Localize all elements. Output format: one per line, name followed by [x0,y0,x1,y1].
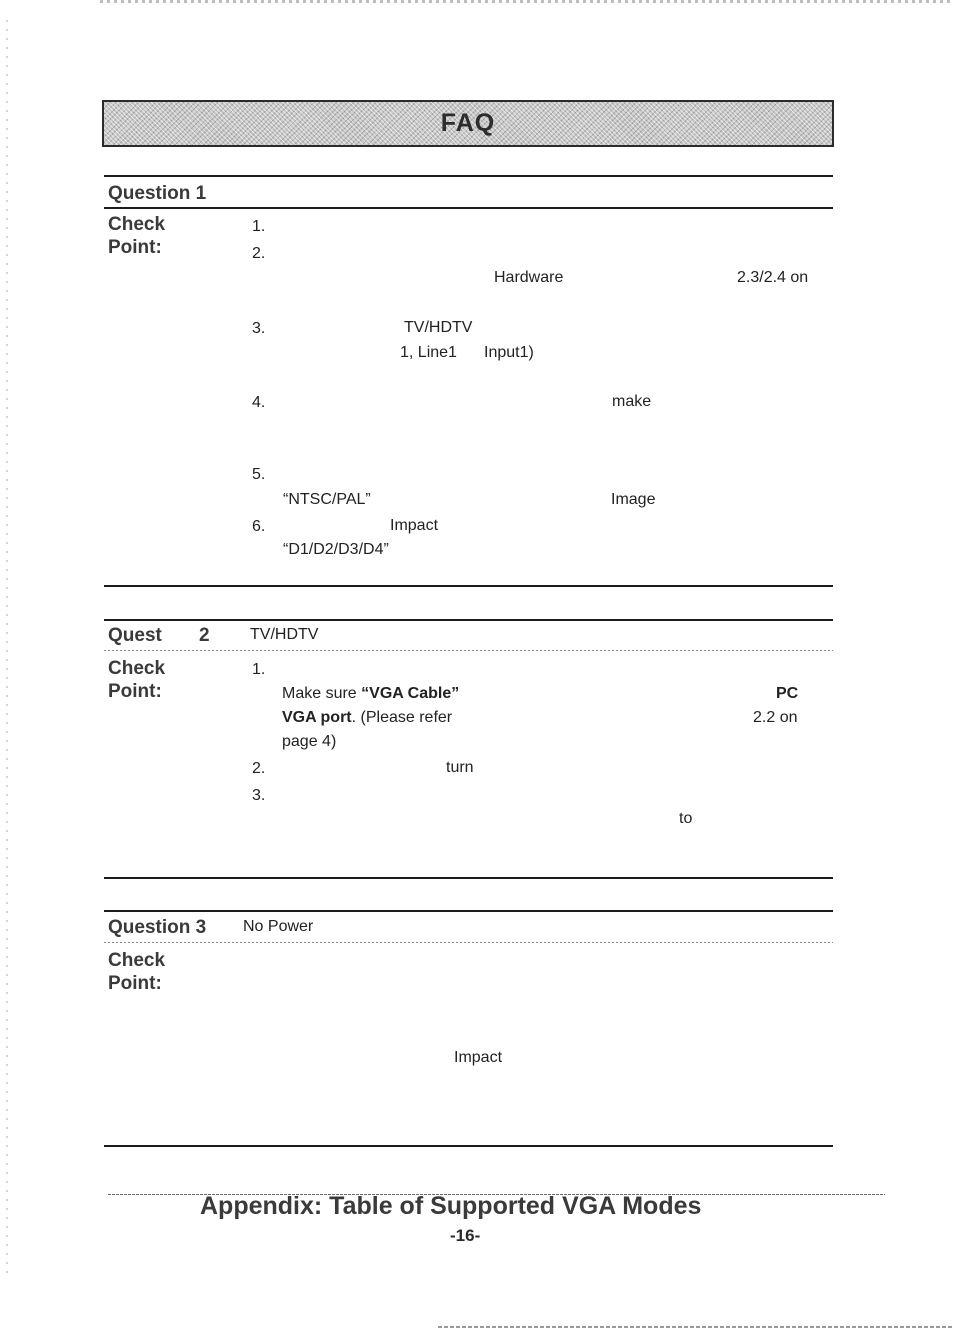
q3-header-rule [104,942,833,943]
q2-header-rule [104,650,833,651]
q1-header-rule [104,207,833,209]
q1-bottom-rule [104,585,833,587]
q2-check-label: Check [108,658,166,679]
q2-vga-port-line [282,709,452,727]
q1-image-text: Image [611,491,656,508]
q1-make-text: make [612,393,652,410]
q2-to-text: to [679,810,693,827]
q3-bottom-rule [104,1145,833,1147]
q2-please-refer-text: . (Please refer [351,709,453,726]
q3-subject: No Power [243,918,314,935]
q3-check-label: Check [108,950,166,971]
q3-top-rule [104,910,833,912]
q1-check-point [108,213,165,259]
q1-item-6-num: 6. [252,518,266,535]
q2-vga-port-text: VGA port [282,709,352,726]
q2-point-label: Point: [108,681,162,702]
q1-point-label: Point: [108,237,162,258]
q2-item-1-num: 1. [252,661,266,678]
q2-label-b: 2 [199,625,210,646]
q1-item-5-num: 5. [252,466,266,483]
q2-turn-text: turn [446,759,474,776]
q1-impact-text: Impact [390,517,439,534]
q2-check-point [108,657,165,703]
q2-make-sure-text: Make sure [282,685,362,702]
q1-item-4-num: 4. [252,394,266,411]
q3-impact-text: Impact [454,1049,503,1066]
q2-bottom-rule [104,877,833,879]
scan-artifact-bottom [438,1326,954,1328]
q2-top-rule [104,619,833,621]
q2-item-3-num: 3. [252,787,266,804]
q3-label: Question 3 [108,917,207,938]
q1-d1d4-text: “D1/D2/D3/D4” [283,541,389,558]
scan-artifact-top [100,0,954,3]
q2-pc-text: PC [776,685,799,702]
q1-item-3-num: 3. [252,320,266,337]
faq-title: FAQ [440,109,496,137]
q1-line1-text: 1, Line1 [400,344,457,361]
q1-top-rule [104,175,833,177]
q1-ntscpal-text: “NTSC/PAL” [283,491,371,508]
appendix-title: Appendix: Table of Supported VGA Modes [200,1192,702,1220]
q1-section-ref: 2.3/2.4 on [737,269,809,286]
q1-input1-text: Input1) [484,344,534,361]
q2-section-ref: 2.2 on [753,709,798,726]
q2-item-2-num: 2. [252,760,266,777]
faq-banner [102,100,834,147]
q1-label: Question 1 [108,183,207,204]
q1-item-1-num: 1. [252,218,266,235]
q3-check-point [108,949,165,995]
q2-vga-cable-text: “VGA Cable” [361,685,460,702]
q2-label-a: Quest [108,625,162,646]
q2-page-ref: page 4) [282,733,337,750]
q1-hardware-text: Hardware [494,269,564,286]
q1-item-2-num: 2. [252,245,266,262]
q1-tvhdtv-text: TV/HDTV [404,319,473,336]
scan-artifact-left [6,20,8,1280]
q2-subject: TV/HDTV [250,626,319,643]
page-number: -16- [450,1226,481,1245]
q2-make-sure-line [282,685,459,703]
q1-check-label: Check [108,214,166,235]
q3-point-label: Point: [108,973,162,994]
